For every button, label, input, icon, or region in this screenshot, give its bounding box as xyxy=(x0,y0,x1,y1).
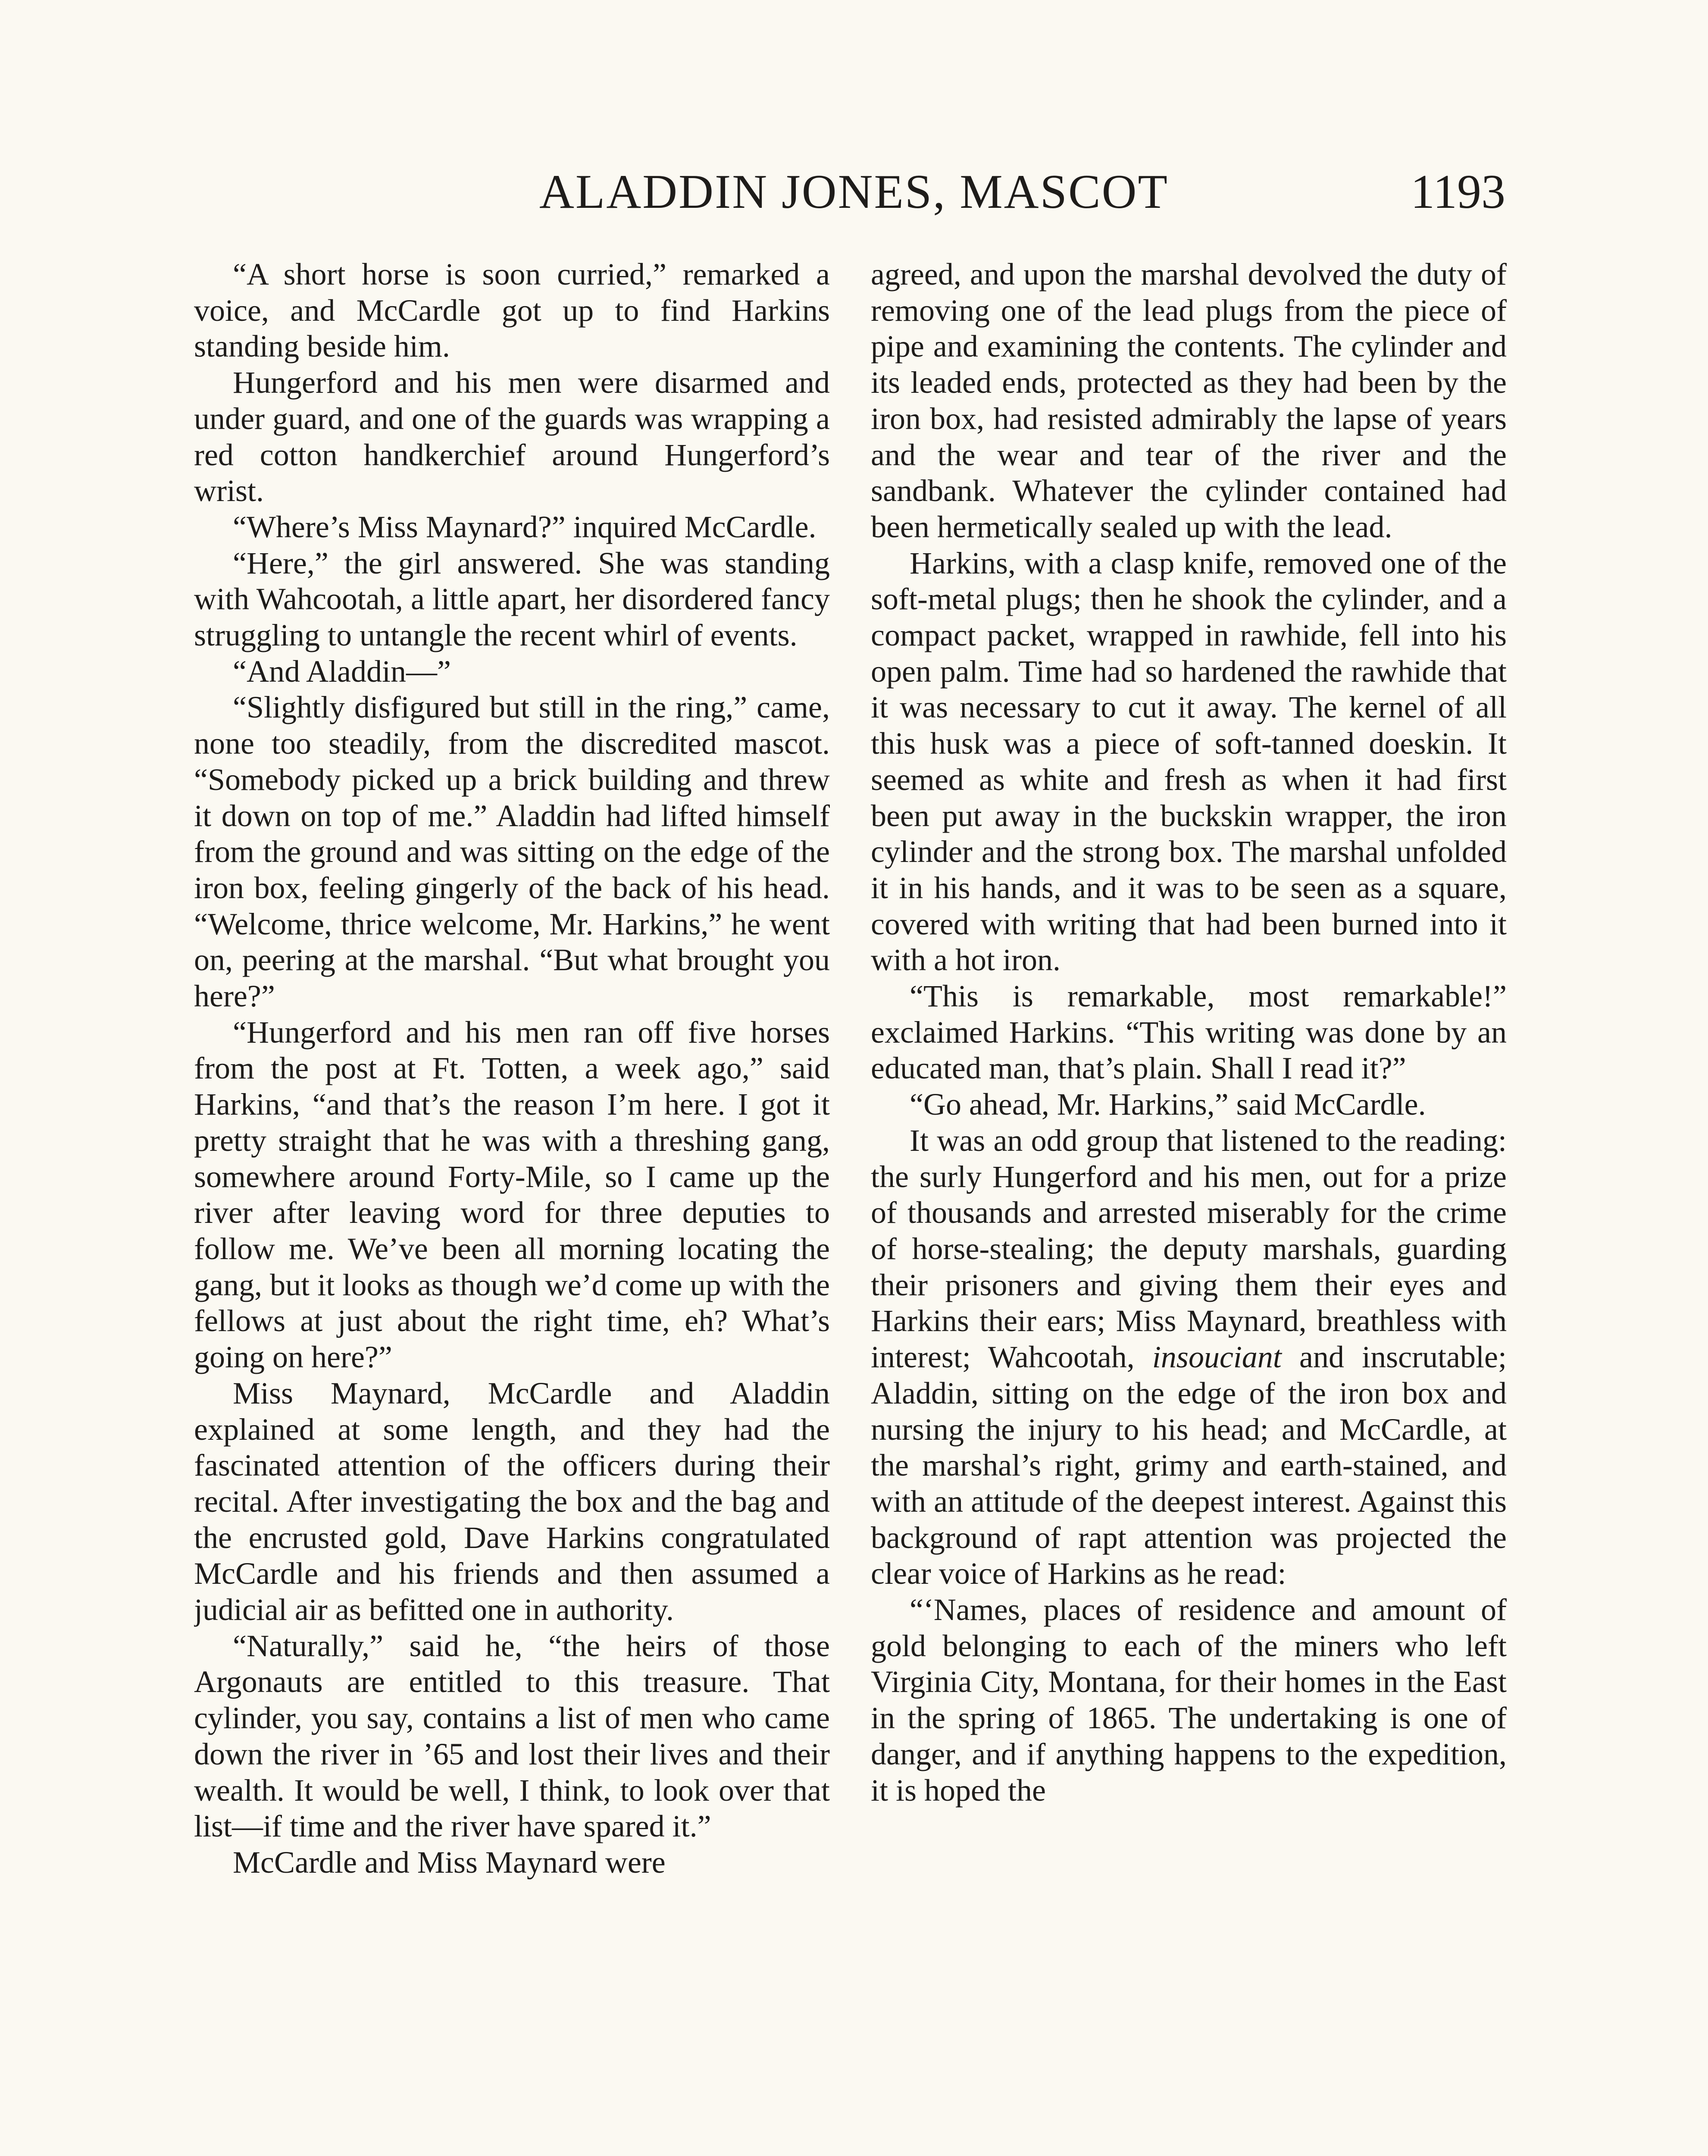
paragraph: “Here,” the girl answered. She was standing with Wahcootah, a little apart, her disordered fancy struggling to untangle the recent whirl of events. xyxy=(194,545,830,653)
paragraph: “Hungerford and his men ran off five horses from the post at Ft. Totten, a week ago,” said Harkins, “and that’s the reason I’m here. I got it pretty straight that he was with a threshing gang, somewhere around Forty-Mile, so I came up the river after leaving word for three deputies to follow me. We’ve been all morning locating the gang, but it looks as though we’d come up with the fellows at just about the right time, eh? What’s going on here?” xyxy=(194,1015,830,1375)
paragraph: “A short horse is soon curried,” remarked a voice, and McCardle got up to find Harkins standing beside him. xyxy=(194,257,830,364)
group-text-start: It was an odd group that listened to the reading: the surly Hungerford and his men, out for a prize of thousands and arrested miserably for the crime of horse-stealing; the deputy marshals, guarding their prisoners and giving them their eyes and Harkins their ears; Miss Maynard, breathless with interest; Wahcootah, xyxy=(871,1123,1507,1375)
paragraph: “Go ahead, Mr. Harkins,” said McCardle. xyxy=(910,1087,1426,1122)
paragraph: “Slightly disfigured but still in the ring,” came, none too steadily, from the discredited mascot. “Somebody picked up a brick building and threw it down on top of me.” Aladdin had lifted himself from the ground and was sitting on the edge of the iron box, feeling gingerly of the back of his head. “Welcome, thrice welcome, Mr. Harkins,” he went on, peering at the marshal. “But what brought you here?” xyxy=(194,690,830,1014)
paragraph: “Where’s Miss Maynard?” inquired McCardle. xyxy=(233,509,816,544)
quoted-document-paragraph: “‘Names, places of residence and amount of gold belonging to each of the miners who left Virginia City, Montana, for their homes in the East in the spring of 1865. The undertaking is one of danger, and if anything happens to the expedition, it is hoped the xyxy=(871,1592,1507,1808)
running-title: ALADDIN JONES, MASCOT xyxy=(539,165,1169,219)
paragraph: “And Aladdin—” xyxy=(233,654,451,689)
italic-word: insouciant xyxy=(1152,1340,1282,1375)
paragraph: Miss Maynard, McCardle and Aladdin explained at some length, and they had the fascinated attention of the officers during their recital. After investigating the box and the bag and the encrusted gold, Dave Harkins congratulated McCardle and his friends and then assumed a judicial air as befitted one in authority. xyxy=(194,1376,830,1627)
paragraph: Harkins, with a clasp knife, removed one of the soft-metal plugs; then he shook the cylinder, and a compact packet, wrapped in rawhide, fell into his open palm. Time had so hardened the rawhide that it was necessary to cut it away. The kernel of all this husk was a piece of soft-tanned doeskin. It seemed as white and fresh as when it had first been put away in the buckskin wrapper, the iron cylinder and the strong box. The marshal unfolded it in his hands, and it was to be seen as a square, covered with writing that had been burned into it with a hot iron. xyxy=(871,545,1507,978)
right-column xyxy=(871,257,1507,2156)
paragraph: McCardle and Miss Maynard were xyxy=(233,1845,666,1880)
page-header xyxy=(0,160,1708,224)
paragraph: “Naturally,” said he, “the heirs of those Argonauts are entitled to this treasure. That cylinder, you say, contains a list of men who came down the river in ’65 and lost their lives and their wealth. It would be well, I think, to look over that list—if time and the river have spared it.” xyxy=(194,1628,830,1844)
paragraph: Hungerford and his men were disarmed and under guard, and one of the guards was wrapping a red cotton handkerchief around Hungerford’s wrist. xyxy=(194,365,830,508)
left-column xyxy=(194,257,830,2156)
paragraph: “This is remarkable, most remarkable!” exclaimed Harkins. “This writing was done by an educated man, that’s plain. Shall I read it?” xyxy=(871,979,1507,1086)
group-text-end: and inscrutable; Aladdin, sitting on the edge of the iron box and nursing the injury to his head; and McCardle, at the marshal’s right, grimy and earth-stained, and with an attitude of the deepest interest. Against this background of rapt attention was projected the clear voice of Harkins as he read: xyxy=(871,1340,1507,1591)
continued-paragraph: agreed, and upon the marshal devolved the duty of removing one of the lead plugs from the piece of pipe and examining the contents. The cylinder and its leaded ends, protected as they had been by the iron box, had resisted admirably the lapse of years and the wear and tear of the river and the sandbank. Whatever the cylinder contained had been hermetically sealed up with the lead. xyxy=(871,257,1507,544)
group-paragraph xyxy=(871,1123,1507,1592)
page-number: 1193 xyxy=(1411,165,1505,219)
